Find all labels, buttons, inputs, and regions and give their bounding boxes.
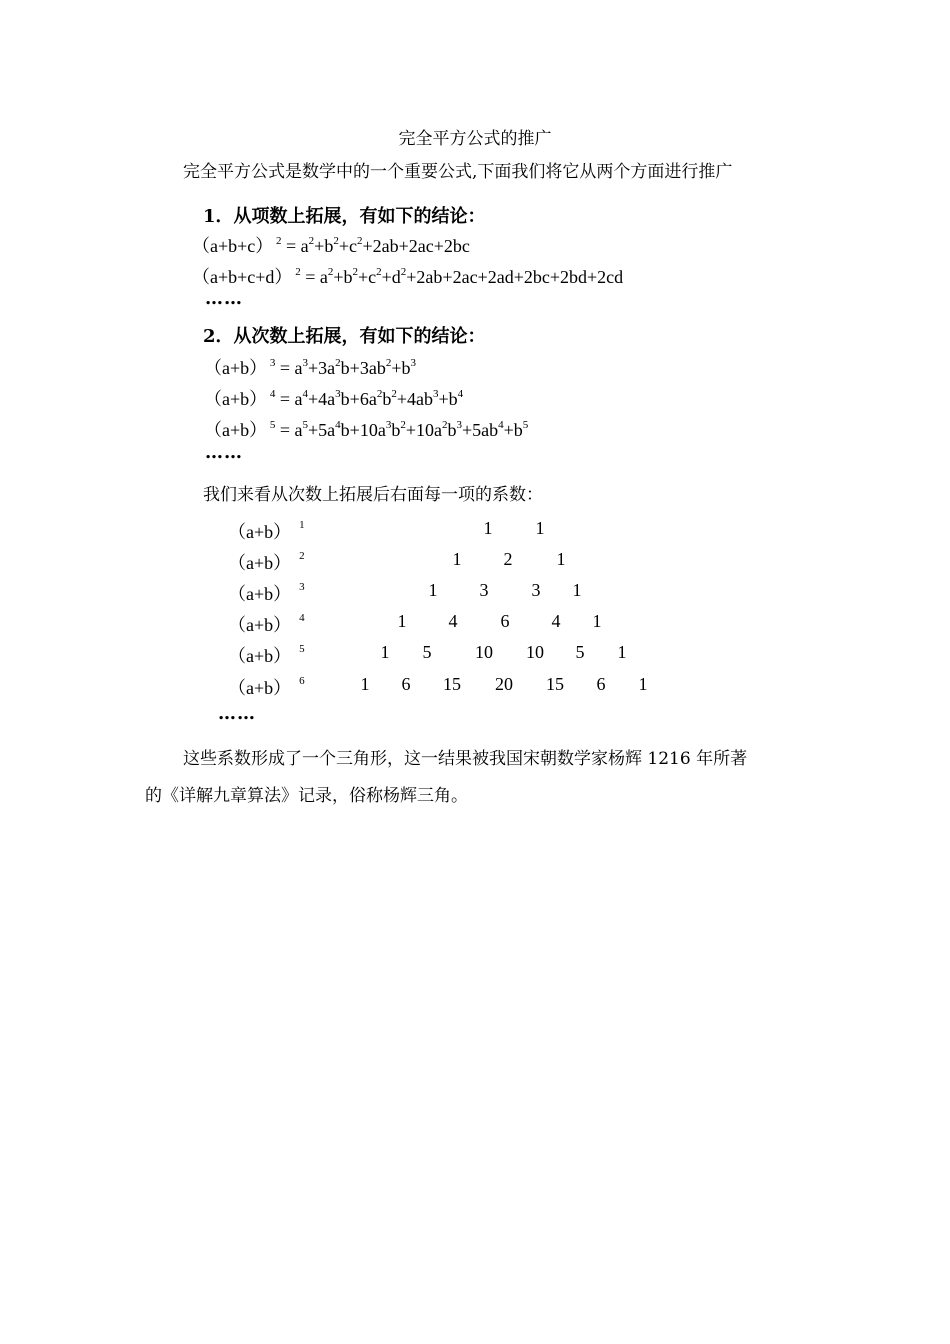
triangle-coefficient: 15: [443, 674, 461, 694]
conclusion-line-1: 这些系数形成了一个三角形，这一结果被我国宋朝数学家杨辉 1216 年所著: [183, 749, 748, 769]
conclusion-line-2: 的《详解九章算法》记录，俗称杨辉三角。: [145, 786, 468, 806]
triangle-ellipsis: ……: [218, 703, 256, 724]
page-title: 完全平方公式的推广: [398, 129, 552, 149]
coefficients-caption: 我们来看从次数上拓展后右面每一项的系数：: [203, 485, 543, 505]
triangle-coefficient: 1: [572, 580, 582, 600]
triangle-coefficient: 20: [495, 674, 513, 694]
section2-heading: 2．从次数上拓展，有如下的结论：: [203, 326, 486, 347]
triangle-coefficient: 10: [526, 642, 544, 662]
row-label-base: （a+b）: [228, 522, 292, 542]
formula-fifth-power: （a+b） $^5 = a^5+5a^4b+10a^3b^2+10a^2b^3+5ab^4+b^5$: [204, 419, 529, 440]
triangle-coefficient: 1: [638, 674, 648, 694]
row-label-exponent: 4: [299, 612, 305, 624]
triangle-row-label: [228, 518, 305, 544]
triangle-row-label: [228, 642, 305, 668]
triangle-coefficient: 4: [448, 611, 458, 631]
triangle-coefficient: 1: [483, 518, 493, 538]
row-label-exponent: 6: [299, 675, 305, 687]
row-label-base: （a+b）: [228, 678, 292, 698]
triangle-coefficient: 3: [479, 580, 489, 600]
row-label-base: （a+b）: [228, 646, 292, 666]
triangle-row-label: [228, 580, 305, 606]
triangle-coefficient: 1: [592, 611, 602, 631]
triangle-row-label: [228, 611, 305, 637]
triangle-coefficient: 1: [397, 611, 407, 631]
triangle-coefficient: 6: [500, 611, 510, 631]
triangle-coefficient: 6: [401, 674, 411, 694]
row-label-base: （a+b）: [228, 553, 292, 573]
section1-heading: 1．从项数上拓展，有如下的结论：: [203, 206, 486, 227]
triangle-coefficient: 1: [428, 580, 438, 600]
row-label-base: （a+b）: [228, 615, 292, 635]
row-label-exponent: 5: [299, 643, 305, 655]
formula-fourth-power: （a+b） $^4 = a^4+4a^3b+6a^2b^2+4ab^3+b^4$: [204, 388, 464, 409]
triangle-coefficient: 1: [535, 518, 545, 538]
triangle-coefficient: 3: [531, 580, 541, 600]
row-label-exponent: 3: [299, 581, 305, 593]
triangle-coefficient: 15: [546, 674, 564, 694]
triangle-coefficient: 5: [422, 642, 432, 662]
triangle-coefficient: 1: [452, 549, 462, 569]
triangle-coefficient: 10: [475, 642, 493, 662]
triangle-coefficient: 1: [380, 642, 390, 662]
section1-ellipsis: ……: [205, 288, 243, 309]
triangle-row-label: [228, 549, 305, 575]
row-label-base: （a+b）: [228, 584, 292, 604]
triangle-coefficient: 1: [617, 642, 627, 662]
row-label-exponent: 1: [299, 519, 305, 531]
triangle-coefficient: 6: [596, 674, 606, 694]
triangle-coefficient: 5: [575, 642, 585, 662]
row-label-exponent: 2: [299, 550, 305, 562]
triangle-coefficient: 2: [503, 549, 513, 569]
section2-ellipsis: ……: [205, 442, 243, 463]
formula-four-terms: （a+b+c+d） $^2 = a^2+b^2+c^2+d^2+2ab+2ac+2ad+2bc+2bd+2cd$: [192, 266, 624, 287]
triangle-row-label: [228, 674, 305, 700]
intro-paragraph: 完全平方公式是数学中的一个重要公式,下面我们将它从两个方面进行推广: [183, 162, 733, 182]
triangle-coefficient: 1: [556, 549, 566, 569]
formula-three-terms: （a+b+c） $^2 = a^2+b^2+c^2+2ab+2ac+2bc$: [192, 235, 470, 256]
triangle-coefficient: 4: [551, 611, 561, 631]
formula-cube: （a+b） $^3 = a^3+3a^2b+3ab^2+b^3$: [204, 357, 416, 378]
triangle-coefficient: 1: [360, 674, 370, 694]
